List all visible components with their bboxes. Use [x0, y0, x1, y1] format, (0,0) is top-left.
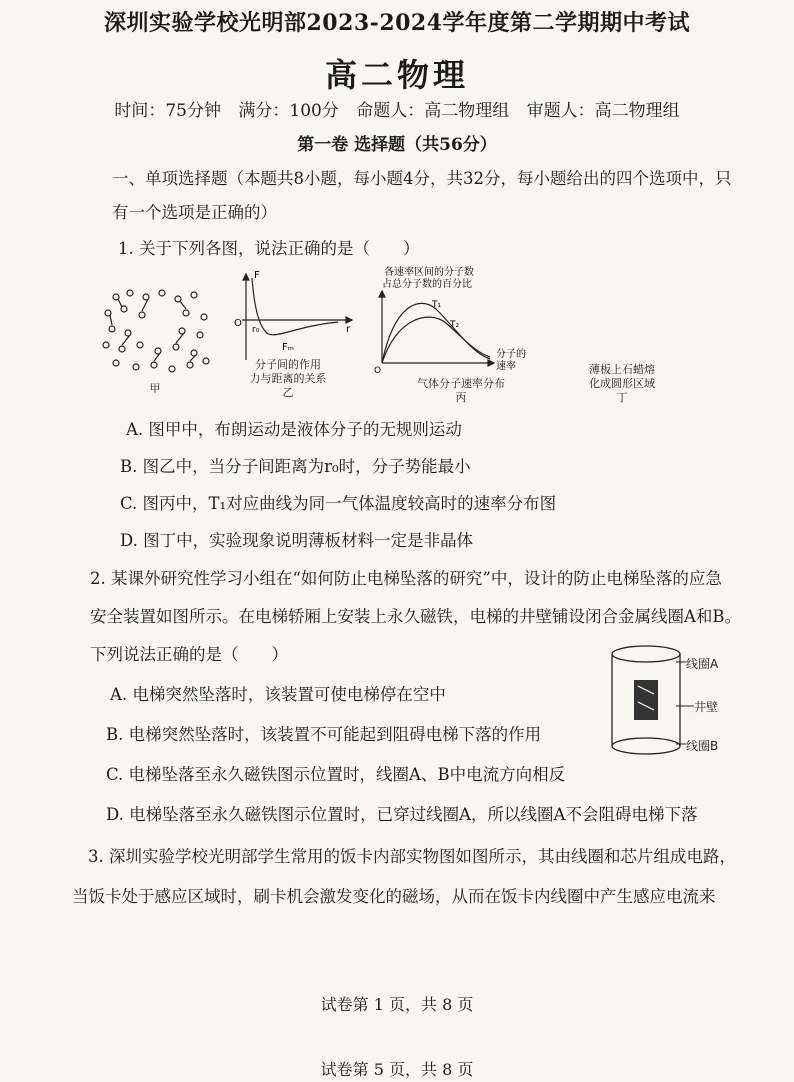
fig-bing-speed-distribution	[364, 265, 544, 375]
fig-elevator-leaders	[676, 650, 696, 750]
fig-bing-caption	[406, 377, 516, 405]
fig-yi-label: 乙	[282, 386, 294, 399]
fig-bing-T1: T₁	[432, 300, 442, 310]
coil-b-label: 线圈B	[686, 739, 719, 753]
q2-line1: 2. 某课外研究性学习小组在“如何防止电梯坠落的研究”中，设计的防止电梯坠落的应急	[90, 569, 722, 588]
exam-time: 时间：75分钟	[114, 101, 221, 121]
q3-line1: 3. 深圳实验学校光明部学生常用的饭卡内部实物图如图所示，其由线圈和芯片组成电路，	[88, 847, 736, 866]
exam-meta	[0, 96, 794, 121]
shaft-wall-label: 井壁	[694, 700, 719, 714]
school-title: 深圳实验学校光明部2023-2024学年度第二学期期中考试	[103, 10, 691, 36]
fig-bing-T2: T₂	[450, 320, 460, 330]
fig-yi-r: r	[346, 324, 351, 335]
q2-option-c: C. 电梯坠落至永久磁铁图示位置时，线圈A、B中电流方向相反	[106, 765, 566, 784]
exam-score: 满分：100分	[238, 101, 339, 121]
q2-line2: 安全装置如图所示。在电梯轿厢上安装上永久磁铁，电梯的井壁铺设闭合金属线圈A和B。	[90, 607, 742, 626]
q1-option-a: A. 图甲中，布朗运动是液体分子的无规则运动	[126, 420, 462, 439]
part-heading: 第一卷 选择题（共56分）	[297, 135, 497, 155]
fig-ding-caption	[572, 363, 672, 405]
fig-bing-label: 丙	[455, 391, 467, 404]
fig-ding-caption-2: 化成圆形区域	[589, 377, 655, 390]
fig-ding-caption-1: 薄板上石蜡熔	[589, 363, 655, 376]
fig-yi-Fm: Fₘ	[282, 342, 294, 353]
q1-stem: 1. 关于下列各图，说法正确的是（ ）	[118, 239, 420, 258]
subject-title: 高二物理	[324, 56, 469, 94]
fig-yi-caption-1: 分子间的作用	[255, 358, 321, 371]
fig-ding-label: 丁	[616, 391, 628, 404]
q2-option-b: B. 电梯突然坠落时，该装置不可能起到阻碍电梯下落的作用	[106, 725, 542, 744]
fig-yi-caption-2: 力与距离的关系	[249, 372, 327, 385]
fig-yi-force-graph	[228, 270, 356, 362]
coil-a-label: 线圈A	[686, 657, 719, 671]
exam-reviewer: 审题人：高二物理组	[526, 101, 680, 121]
q1-option-c: C. 图丙中，T₁对应曲线为同一气体温度较高时的速率分布图	[120, 494, 557, 513]
page-footer-1: 试卷第 1 页，共 8 页	[320, 995, 474, 1014]
fig-yi-O: O	[234, 318, 242, 329]
section1-line1: 一、单项选择题（本题共8小题，每小题4分，共32分，每小题给出的四个选项中，只	[112, 169, 732, 188]
fig-yi-F: F	[254, 270, 260, 281]
fig-bing-xlabel-2: 速率	[496, 361, 516, 372]
fig-bing-xlabel-1: 分子的	[496, 349, 526, 360]
q2-option-d: D. 电梯坠落至永久磁铁图示位置时，已穿过线圈A，所以线圈A不会阻碍电梯下落	[106, 805, 698, 824]
section1-line2: 有一个选项是正确的）	[112, 203, 277, 222]
fig-bing-caption-1: 气体分子速率分布	[417, 377, 505, 390]
permanent-magnet	[634, 680, 658, 720]
exam-author: 命题人：高二物理组	[356, 101, 510, 121]
fig-jia-label: 甲	[149, 382, 161, 395]
q1-option-b: B. 图乙中，当分子间距离为r₀时，分子势能最小	[120, 457, 471, 476]
q2-line3: 下列说法正确的是（ ）	[90, 645, 288, 664]
page-footer-2: 试卷第 5 页，共 8 页	[320, 1060, 474, 1079]
fig-bing-ylabel-2: 占总分子数的百分比	[382, 279, 472, 290]
fig-bing-ylabel-1: 各速率区间的分子数	[384, 267, 474, 278]
q1-option-d: D. 图丁中，实验现象说明薄板材料一定是非晶体	[120, 531, 474, 550]
fig-bing-O: O	[374, 366, 382, 375]
fig-yi-caption	[238, 358, 338, 400]
fig-jia-brownian	[96, 285, 216, 380]
q3-line2: 当饭卡处于感应区域时，刷卡机会激发变化的磁场，从而在饭卡内线圈中产生感应电流来	[72, 887, 716, 906]
q2-option-a: A. 电梯突然坠落时，该装置可使电梯停在空中	[110, 685, 446, 704]
fig-yi-r0: r₀	[252, 325, 260, 335]
